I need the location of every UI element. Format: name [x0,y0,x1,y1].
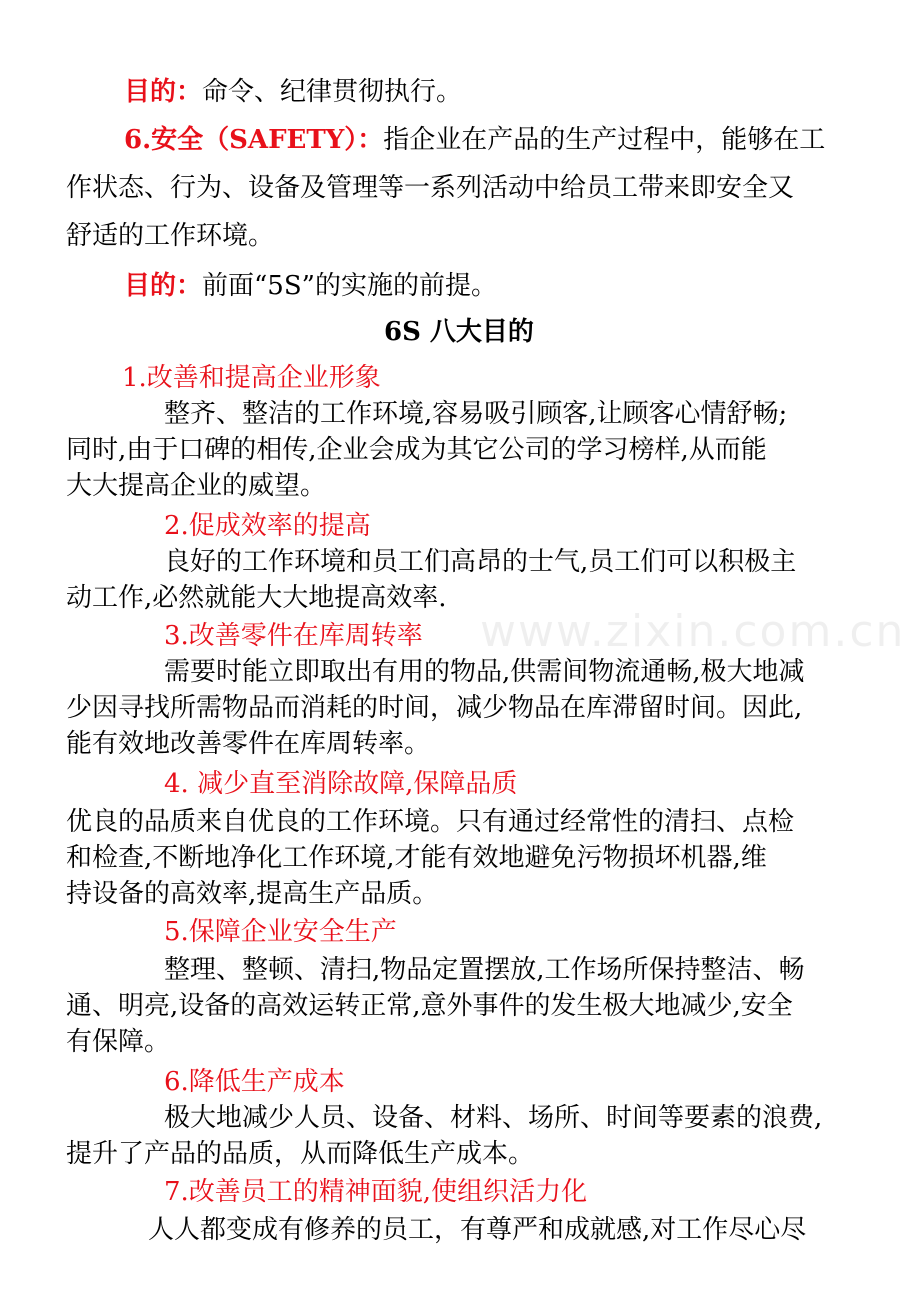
paragraph-2-line-2: 动工作,必然就能大大地提高效率. [66,583,447,613]
heading-1: 1.改善和提高企业形象 [122,363,381,393]
goal-text: 前面“5S”的实施的前提。 [202,271,497,301]
paragraph-3-line-1: 需要时能立即取出有用的物品,供需间物流通畅,极大地减 [164,657,805,687]
heading-6: 6.降低生产成本 [164,1067,345,1097]
paragraph-1-line-3: 大大提高企业的威望。 [66,471,327,501]
safety-text: 指企业在产品的生产过程中，能够在工 [383,125,826,155]
goal-line-1 [124,74,462,110]
goal-text: 命令、纪律贯彻执行。 [202,77,463,107]
paragraph-4-line-3: 持设备的高效率,提高生产品质。 [66,879,439,909]
paragraph-3-line-3: 能有效地改善零件在库周转率。 [66,729,431,759]
safety-line-3: 舒适的工作环境。 [66,221,275,251]
safety-line-1 [124,122,825,158]
section-title: 6S 八大目的 [384,317,534,347]
paragraph-5-line-1: 整理、整顿、清扫,物品定置摆放,工作场所保持整洁、畅 [164,955,805,985]
watermark: www.zixin.com.cn [480,606,906,657]
heading-5: 5.保障企业安全生产 [164,917,397,947]
paragraph-4-line-2: 和检查,不断地净化工作环境,才能有效地避免污物损坏机器,维 [66,843,767,873]
goal-label: 目的： [124,271,203,301]
heading-2: 2.促成效率的提高 [164,511,371,541]
paragraph-5-line-2: 通、明亮,设备的高效运转正常,意外事件的发生极大地减少,安全 [66,991,793,1021]
goal-label: 目的： [124,77,203,107]
safety-heading: 6.安全（SAFETY）： [124,125,384,155]
heading-7: 7.改善员工的精神面貌,使组织活力化 [164,1177,588,1207]
paragraph-3-line-2: 少因寻找所需物品而消耗的时间，减少物品在库滞留时间。因此, [66,693,803,723]
paragraph-4-line-1: 优良的品质来自优良的工作环境。只有通过经常性的清扫、点检 [66,807,795,837]
paragraph-2-line-1: 良好的工作环境和员工们高昂的士气,员工们可以积极主 [164,547,797,577]
goal-line-2 [124,268,497,304]
paragraph-7-line-1: 人人都变成有修养的员工，有尊严和成就感,对工作尽心尽 [148,1215,807,1245]
paragraph-1-line-1: 整齐、整洁的工作环境,容易吸引顾客,让顾客心情舒畅; [164,399,788,429]
paragraph-6-line-1: 极大地减少人员、设备、材料、场所、时间等要素的浪费, [164,1103,823,1133]
heading-4: 4. 减少直至消除故障,保障品质 [164,769,518,799]
safety-line-2: 作状态、行为、设备及管理等一系列活动中给员工带来即安全又 [66,173,795,203]
paragraph-1-line-2: 同时,由于口碑的相传,企业会成为其它公司的学习榜样,从而能 [66,435,767,465]
heading-3: 3.改善零件在库周转率 [164,621,423,651]
paragraph-6-line-2: 提升了产品的品质，从而降低生产成本。 [66,1139,535,1169]
paragraph-5-line-3: 有保障。 [66,1027,171,1057]
